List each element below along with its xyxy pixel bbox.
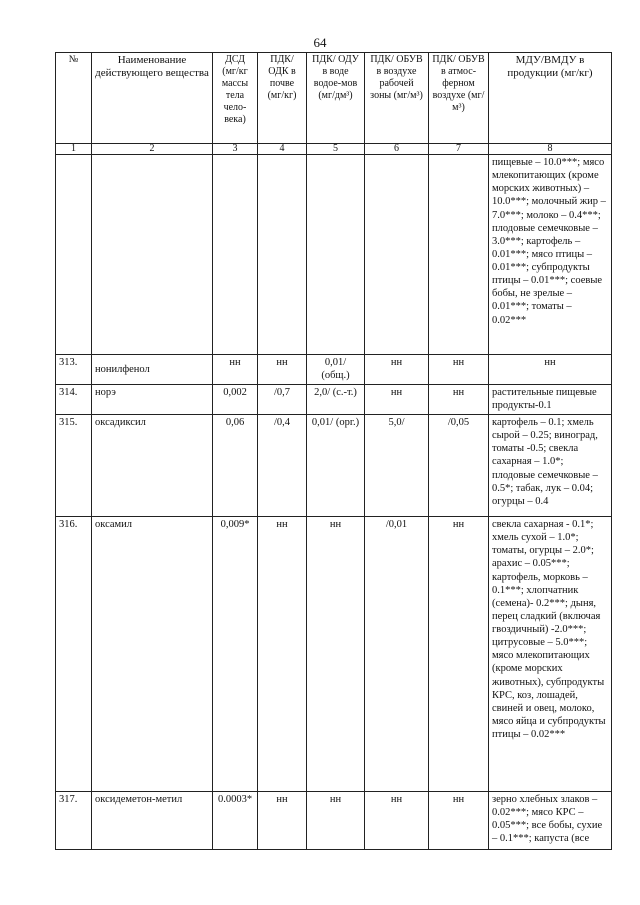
column-number: 5	[307, 144, 365, 155]
table-row	[56, 385, 612, 415]
row-work-air: нн	[365, 792, 429, 850]
row-substance: оксидеметон-метил	[92, 792, 213, 850]
row-dsd: 0,002	[213, 385, 258, 415]
row-water: 2,0/ (с.-т.)	[307, 385, 365, 415]
row-water	[307, 155, 365, 355]
row-work-air: нн	[365, 355, 429, 385]
row-atm-air: нн	[429, 385, 489, 415]
row-work-air	[365, 155, 429, 355]
table-row	[56, 415, 612, 517]
table-row	[56, 792, 612, 850]
row-num: 314.	[56, 385, 92, 415]
header-mrl: МДУ/ВМДУ в продукции (мг/кг)	[489, 53, 612, 144]
column-number: 8	[489, 144, 612, 155]
table-row	[56, 155, 612, 355]
table-row	[56, 517, 612, 792]
row-substance: норэ	[92, 385, 213, 415]
row-water: 0,01/ (общ.)	[307, 355, 365, 385]
row-water: нн	[307, 517, 365, 792]
row-water: нн	[307, 792, 365, 850]
column-number: 1	[56, 144, 92, 155]
column-number: 2	[92, 144, 213, 155]
row-mrl: нн	[489, 355, 612, 385]
table-row	[56, 355, 612, 385]
row-soil	[258, 155, 307, 355]
row-dsd	[213, 155, 258, 355]
row-num: 313.	[56, 355, 92, 385]
column-number: 4	[258, 144, 307, 155]
pesticide-table	[55, 52, 612, 850]
header-name: Наименование действующего вещества	[92, 53, 213, 144]
row-soil: /0,7	[258, 385, 307, 415]
row-soil: /0,4	[258, 415, 307, 517]
header-atm-air: ПДК/ ОБУВ в атмос-ферном воздухе (мг/м³)	[429, 53, 489, 144]
row-dsd: нн	[213, 355, 258, 385]
row-num: 317.	[56, 792, 92, 850]
row-substance: оксадиксил	[92, 415, 213, 517]
column-number: 7	[429, 144, 489, 155]
row-substance: оксамил	[92, 517, 213, 792]
row-soil: нн	[258, 517, 307, 792]
row-soil: нн	[258, 355, 307, 385]
row-atm-air	[429, 155, 489, 355]
row-mrl: растительные пищевые продукты-0.1	[489, 385, 612, 415]
row-dsd: 0,06	[213, 415, 258, 517]
header-work-air: ПДК/ ОБУВ в воздухе рабочей зоны (мг/м³)	[365, 53, 429, 144]
row-dsd: 0,009*	[213, 517, 258, 792]
column-number: 3	[213, 144, 258, 155]
column-number: 6	[365, 144, 429, 155]
row-atm-air: нн	[429, 792, 489, 850]
header-dsd: ДСД (мг/кг массы тела чело-века)	[213, 53, 258, 144]
row-dsd: 0.0003*	[213, 792, 258, 850]
row-mrl: свекла сахарная - 0.1*; хмель сухой – 1.0*; томаты, огурцы – 2.0*; арахис – 0.05***; картофель, морковь – 0.1***; хлопчатник (семена)- 0.2***; дыня, перец сладкий (включая гвоздичный) -2.0***; цитрусовые – 5.0***; мясо млекопитающих (кроме морских животных), субпродукты КРС, коз, лошадей, свиней и овец, молоко, мясо яйца и субпродукты птицы – 0.02***	[489, 517, 612, 792]
row-substance: нонилфенол	[92, 355, 213, 385]
header-soil: ПДК/ ОДК в почве (мг/кг)	[258, 53, 307, 144]
row-atm-air: нн	[429, 355, 489, 385]
row-work-air: нн	[365, 385, 429, 415]
row-substance	[92, 155, 213, 355]
header-row	[56, 53, 612, 144]
header-water: ПДК/ ОДУ в воде водое-мов (мг/дм³)	[307, 53, 365, 144]
row-mrl: картофель – 0.1; хмель сырой – 0.25; виноград, томаты -0.5; свекла сахарная – 1.0*; плодовые семечковые – 0.5*; табак, лук – 0.04; огурцы – 0.4	[489, 415, 612, 517]
row-atm-air: нн	[429, 517, 489, 792]
row-mrl: зерно хлебных злаков – 0.02***; мясо КРС – 0.05***; все бобы, сухие – 0.1***; капуста (все	[489, 792, 612, 850]
row-soil: нн	[258, 792, 307, 850]
row-mrl: пищевые – 10.0***; мясо млекопитающих (кроме морских животных) – 10.0***; молочный жир – 7.0***; молоко – 0.4***; плодовые семечковые – 3.0***; картофель – 0.01***; мясо птицы – 0.01***; субпродукты птицы – 0.01***; соевые бобы, не зрелые – 0.01***; томаты – 0.02***	[489, 155, 612, 355]
page-number: 64	[313, 35, 327, 50]
row-work-air: 5,0/	[365, 415, 429, 517]
row-num: 315.	[56, 415, 92, 517]
row-num	[56, 155, 92, 355]
row-work-air: /0,01	[365, 517, 429, 792]
row-atm-air: /0,05	[429, 415, 489, 517]
row-num: 316.	[56, 517, 92, 792]
header-num: №	[56, 53, 92, 144]
row-water: 0,01/ (орг.)	[307, 415, 365, 517]
column-number-row	[56, 144, 612, 155]
